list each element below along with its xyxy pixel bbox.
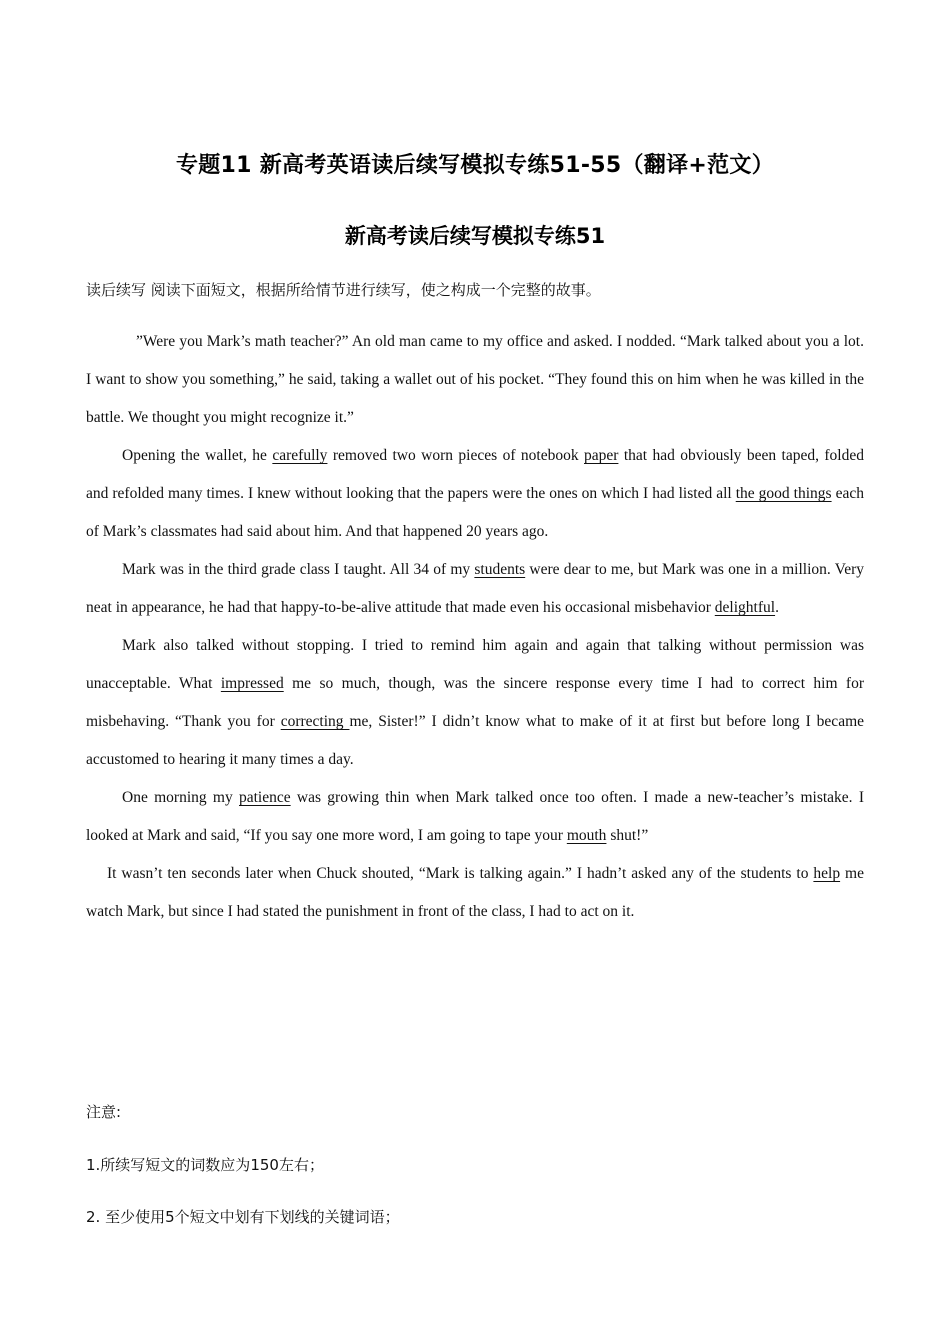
text-run: was growing thin when Mark talked once too often. I made a new-teacher’s mistake. I looked at Mark and said, “If you say one more word, I am going to tape your (86, 789, 864, 844)
reading-passage (86, 323, 864, 931)
text-run: me, Sister!” I didn’t know what to make of it at first but before long I became accustomed to hearing it many times a day. (86, 713, 865, 768)
text-run: me watch Mark, but since I had stated the punishment in front of the class, I had to act on it. (86, 865, 864, 920)
note-item-1: 1.所续写短文的词数应为150左右； (86, 1156, 324, 1174)
keyword-paper: paper (584, 447, 619, 464)
task-instruction: 读后续写 阅读下面短文，根据所给情节进行续写，使之构成一个完整的故事。 (86, 281, 601, 299)
text-run: that had obviously been taped, folded and refolded many times. I knew without looking that the papers were the ones on which I had listed all (86, 447, 864, 502)
document-title: 专题11 新高考英语读后续写模拟专练51-55（翻译+范文） (175, 153, 775, 178)
notes-heading: 注意: (86, 1103, 122, 1121)
keyword-impressed: impressed (220, 675, 284, 692)
keyword-correcting: correcting (280, 713, 350, 730)
text-run: Opening the wallet, he (122, 447, 273, 464)
keyword-help: help (813, 865, 841, 882)
text-run: One morning my (122, 789, 239, 806)
document-subtitle: 新高考读后续写模拟专练51 (344, 224, 606, 248)
keyword-carefully: carefully (272, 447, 328, 464)
note-item-2: 2. 至少使用5个短文中划有下划线的关键词语； (86, 1208, 400, 1226)
keyword-the-good-things: the good things (735, 485, 832, 502)
text-run: were dear to me, but Mark was one in a million. Very neat in appearance, he had that happy-to-be-alive attitude that made even his occasional misbehavior (86, 561, 864, 616)
keyword-students: students (474, 561, 526, 578)
passage-paragraph-2 (86, 437, 864, 551)
text-run: each of Mark’s classmates had said about him. And that happened 20 years ago. (86, 485, 864, 540)
keyword-patience: patience (239, 789, 291, 806)
text-run: Mark also talked without stopping. I tried to remind him again and again that talking without permission was unacceptable. What (86, 637, 864, 692)
passage-paragraph-6 (86, 855, 864, 931)
keyword-delightful: delightful (714, 599, 776, 616)
text-run: removed two worn pieces of notebook (327, 447, 584, 464)
text-run: me so much, though, was the sincere response every time I had to correct him for misbehaving. “Thank you for (86, 675, 864, 730)
passage-paragraph-5 (86, 779, 864, 855)
passage-paragraph-1: ”Were you Mark’s math teacher?” An old man came to my office and asked. I nodded. “Mark talked about you a lot. I want to show you something,” he said, taking a wallet out of his pocket. “They found this on him when he was killed in the battle. We thought you might recognize it.” (86, 333, 864, 426)
text-run: Mark was in the third grade class I taught. All 34 of my (122, 561, 475, 578)
text-run: shut!” (606, 827, 649, 844)
keyword-mouth: mouth (566, 827, 607, 844)
text-run: . (775, 599, 779, 616)
passage-paragraph-4 (86, 627, 864, 779)
passage-paragraph-3 (86, 551, 864, 627)
text-run: It wasn’t ten seconds later when Chuck shouted, “Mark is talking again.” I hadn’t asked any of the students to (107, 865, 814, 882)
